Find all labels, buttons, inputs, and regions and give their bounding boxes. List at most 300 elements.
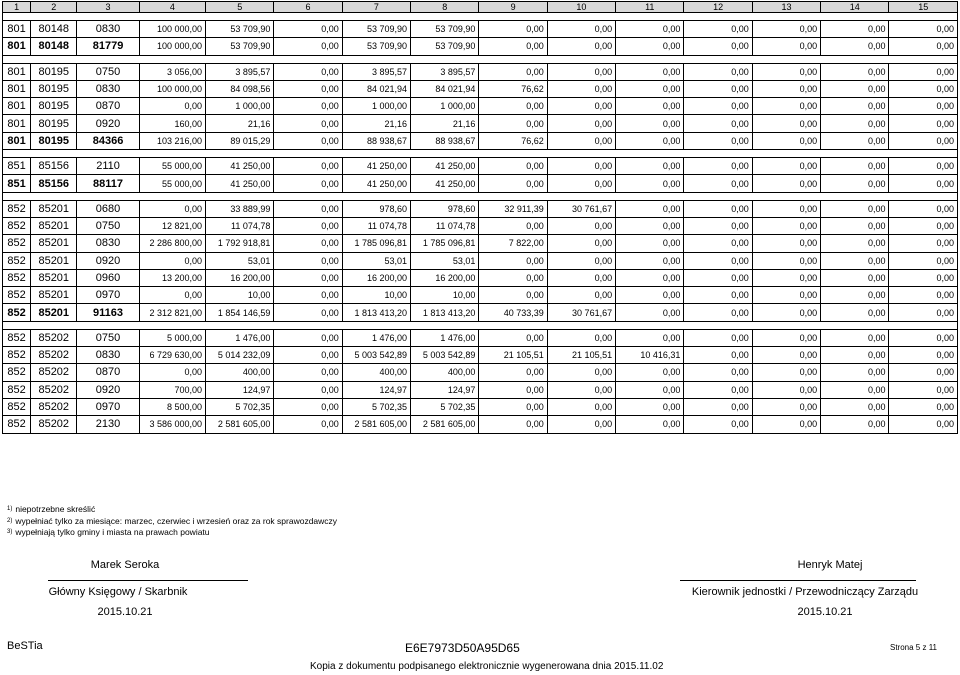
amount-cell: 400,00	[206, 364, 274, 381]
amount-cell: 0,00	[139, 287, 205, 304]
amount-cell: 1 000,00	[411, 98, 479, 115]
amount-cell: 0,00	[547, 217, 615, 234]
amount-cell: 0,00	[616, 38, 684, 55]
amount-cell: 0,00	[752, 347, 820, 364]
amount-cell: 30 761,67	[547, 304, 615, 321]
amount-cell: 55 000,00	[139, 175, 205, 192]
section-code: 852	[3, 364, 31, 381]
section-code: 852	[3, 269, 31, 286]
amount-cell: 0,00	[274, 175, 342, 192]
amount-cell: 53 709,90	[411, 38, 479, 55]
amount-cell: 0,00	[547, 364, 615, 381]
amount-cell: 0,00	[889, 80, 958, 97]
column-number: 9	[479, 2, 547, 13]
amount-cell: 0,00	[684, 329, 752, 346]
page-number: Strona 5 z 11	[890, 643, 937, 652]
amount-cell: 0,00	[479, 38, 547, 55]
right-signer-name: Henryk Matej	[797, 559, 863, 571]
amount-cell: 0,00	[752, 252, 820, 269]
amount-cell: 0,00	[274, 329, 342, 346]
amount-cell: 53,01	[206, 252, 274, 269]
amount-cell: 0,00	[616, 235, 684, 252]
amount-cell: 0,00	[547, 252, 615, 269]
amount-cell: 0,00	[547, 115, 615, 132]
amount-cell: 5 003 542,89	[342, 347, 410, 364]
amount-cell: 0,00	[889, 132, 958, 149]
amount-cell: 0,00	[616, 63, 684, 80]
amount-cell: 0,00	[274, 115, 342, 132]
paragraph-code: 81779	[77, 38, 139, 55]
amount-cell: 5 003 542,89	[411, 347, 479, 364]
amount-cell: 0,00	[547, 235, 615, 252]
amount-cell: 0,00	[684, 269, 752, 286]
amount-cell: 1 785 096,81	[411, 235, 479, 252]
amount-cell: 33 889,99	[206, 200, 274, 217]
section-code: 801	[3, 21, 31, 38]
column-number: 13	[752, 2, 820, 13]
amount-cell: 0,00	[547, 158, 615, 175]
amount-cell: 0,00	[274, 63, 342, 80]
amount-cell: 0,00	[889, 287, 958, 304]
amount-cell: 0,00	[547, 63, 615, 80]
chapter-code: 80148	[31, 21, 77, 38]
amount-cell: 53 709,90	[206, 38, 274, 55]
amount-cell: 0,00	[889, 175, 958, 192]
table-row	[3, 287, 958, 304]
amount-cell: 0,00	[821, 252, 889, 269]
subtotal-row	[3, 175, 958, 192]
right-signer-role: Kierownik jednostki / Przewodniczący Zarządu	[691, 586, 919, 598]
table-row	[3, 381, 958, 398]
paragraph-code: 84366	[77, 132, 139, 149]
amount-cell: 0,00	[752, 98, 820, 115]
amount-cell: 0,00	[616, 217, 684, 234]
chapter-code: 85202	[31, 381, 77, 398]
paragraph-code: 0830	[77, 80, 139, 97]
amount-cell: 978,60	[342, 200, 410, 217]
amount-cell: 1 476,00	[411, 329, 479, 346]
amount-cell: 0,00	[684, 175, 752, 192]
amount-cell: 0,00	[752, 329, 820, 346]
amount-cell: 0,00	[274, 269, 342, 286]
amount-cell: 0,00	[752, 200, 820, 217]
amount-cell: 0,00	[821, 416, 889, 433]
amount-cell: 1 476,00	[342, 329, 410, 346]
amount-cell: 0,00	[752, 416, 820, 433]
column-number: 12	[684, 2, 752, 13]
amount-cell: 0,00	[547, 269, 615, 286]
amount-cell: 88 938,67	[411, 132, 479, 149]
amount-cell: 0,00	[684, 132, 752, 149]
amount-cell: 0,00	[274, 98, 342, 115]
column-number: 10	[547, 2, 615, 13]
amount-cell: 0,00	[889, 364, 958, 381]
amount-cell: 160,00	[139, 115, 205, 132]
amount-cell: 0,00	[139, 364, 205, 381]
chapter-code: 85202	[31, 416, 77, 433]
amount-cell: 0,00	[821, 347, 889, 364]
amount-cell: 3 586 000,00	[139, 416, 205, 433]
amount-cell: 0,00	[684, 38, 752, 55]
amount-cell: 1 813 413,20	[342, 304, 410, 321]
chapter-code: 85202	[31, 398, 77, 415]
chapter-code: 85202	[31, 347, 77, 364]
amount-cell: 3 895,57	[411, 63, 479, 80]
amount-cell: 0,00	[479, 329, 547, 346]
amount-cell: 53 709,90	[342, 21, 410, 38]
table-row	[3, 398, 958, 415]
amount-cell: 3 895,57	[342, 63, 410, 80]
column-number: 6	[274, 2, 342, 13]
amount-cell: 53 709,90	[206, 21, 274, 38]
chapter-code: 85202	[31, 329, 77, 346]
amount-cell: 11 074,78	[342, 217, 410, 234]
amount-cell: 0,00	[274, 398, 342, 415]
chapter-code: 80195	[31, 63, 77, 80]
left-signature-line	[48, 580, 248, 581]
amount-cell: 0,00	[684, 416, 752, 433]
amount-cell: 0,00	[889, 416, 958, 433]
amount-cell: 0,00	[889, 21, 958, 38]
amount-cell: 10,00	[342, 287, 410, 304]
paragraph-code: 0920	[77, 381, 139, 398]
amount-cell: 0,00	[616, 252, 684, 269]
group-separator	[3, 55, 958, 63]
amount-cell: 0,00	[684, 364, 752, 381]
amount-cell: 0,00	[752, 175, 820, 192]
amount-cell: 0,00	[821, 38, 889, 55]
amount-cell: 0,00	[821, 304, 889, 321]
table-row	[3, 416, 958, 433]
paragraph-code: 0750	[77, 217, 139, 234]
section-code: 801	[3, 132, 31, 149]
amount-cell: 0,00	[889, 235, 958, 252]
amount-cell: 0,00	[889, 158, 958, 175]
chapter-code: 85201	[31, 287, 77, 304]
amount-cell: 0,00	[889, 63, 958, 80]
amount-cell: 0,00	[752, 80, 820, 97]
amount-cell: 0,00	[616, 200, 684, 217]
amount-cell: 0,00	[889, 347, 958, 364]
table-row	[3, 63, 958, 80]
amount-cell: 0,00	[889, 398, 958, 415]
chapter-code: 85201	[31, 252, 77, 269]
report-table	[2, 1, 958, 434]
amount-cell: 0,00	[479, 217, 547, 234]
amount-cell: 11 074,78	[411, 217, 479, 234]
amount-cell: 0,00	[616, 132, 684, 149]
amount-cell: 0,00	[616, 158, 684, 175]
group-separator	[3, 192, 958, 200]
amount-cell: 0,00	[821, 364, 889, 381]
section-code: 852	[3, 252, 31, 269]
amount-cell: 0,00	[274, 347, 342, 364]
amount-cell: 0,00	[821, 21, 889, 38]
amount-cell: 41 250,00	[206, 175, 274, 192]
amount-cell: 0,00	[547, 175, 615, 192]
column-number: 7	[342, 2, 410, 13]
amount-cell: 21,16	[206, 115, 274, 132]
amount-cell: 53,01	[342, 252, 410, 269]
amount-cell: 0,00	[479, 21, 547, 38]
section-code: 852	[3, 381, 31, 398]
amount-cell: 0,00	[274, 252, 342, 269]
subtotal-row	[3, 304, 958, 321]
amount-cell: 5 702,35	[206, 398, 274, 415]
amount-cell: 0,00	[479, 115, 547, 132]
amount-cell: 0,00	[274, 217, 342, 234]
amount-cell: 21 105,51	[479, 347, 547, 364]
paragraph-code: 2110	[77, 158, 139, 175]
amount-cell: 0,00	[684, 98, 752, 115]
amount-cell: 2 286 800,00	[139, 235, 205, 252]
amount-cell: 0,00	[274, 235, 342, 252]
amount-cell: 53,01	[411, 252, 479, 269]
amount-cell: 5 000,00	[139, 329, 205, 346]
section-code: 801	[3, 80, 31, 97]
amount-cell: 0,00	[274, 21, 342, 38]
amount-cell: 0,00	[821, 175, 889, 192]
paragraph-code: 0830	[77, 21, 139, 38]
table-row	[3, 269, 958, 286]
amount-cell: 0,00	[752, 304, 820, 321]
paragraph-code: 0970	[77, 398, 139, 415]
section-code: 851	[3, 158, 31, 175]
paragraph-code: 0680	[77, 200, 139, 217]
subtotal-row	[3, 38, 958, 55]
amount-cell: 0,00	[274, 381, 342, 398]
amount-cell: 6 729 630,00	[139, 347, 205, 364]
amount-cell: 0,00	[274, 38, 342, 55]
amount-cell: 0,00	[479, 364, 547, 381]
amount-cell: 5 014 232,09	[206, 347, 274, 364]
amount-cell: 0,00	[684, 80, 752, 97]
amount-cell: 0,00	[547, 38, 615, 55]
amount-cell: 0,00	[821, 217, 889, 234]
amount-cell: 5 702,35	[411, 398, 479, 415]
footnote: $^{2)}$ wypełniać tylko za miesiące: marzec, czerwiec i wrzesień oraz za rok sprawozdawczy	[7, 516, 338, 526]
group-separator	[3, 321, 958, 329]
amount-cell: 0,00	[547, 398, 615, 415]
amount-cell: 0,00	[479, 63, 547, 80]
section-code: 852	[3, 304, 31, 321]
amount-cell: 0,00	[752, 132, 820, 149]
footnote: $^{3)}$ wypełniają tylko gminy i miasta na prawach powiatu	[7, 527, 210, 537]
amount-cell: 0,00	[274, 200, 342, 217]
amount-cell: 0,00	[752, 381, 820, 398]
amount-cell: 0,00	[479, 381, 547, 398]
separator-cell	[3, 150, 958, 158]
paragraph-code: 0830	[77, 235, 139, 252]
amount-cell: 0,00	[547, 381, 615, 398]
chapter-code: 80195	[31, 80, 77, 97]
amount-cell: 10,00	[411, 287, 479, 304]
amount-cell: 5 702,35	[342, 398, 410, 415]
amount-cell: 0,00	[547, 98, 615, 115]
amount-cell: 0,00	[616, 287, 684, 304]
amount-cell: 2 581 605,00	[342, 416, 410, 433]
document-code: E6E7973D50A95D65	[405, 641, 520, 655]
amount-cell: 88 938,67	[342, 132, 410, 149]
section-code: 801	[3, 63, 31, 80]
amount-cell: 0,00	[616, 269, 684, 286]
amount-cell: 1 792 918,81	[206, 235, 274, 252]
amount-cell: 41 250,00	[342, 158, 410, 175]
table-row	[3, 200, 958, 217]
amount-cell: 40 733,39	[479, 304, 547, 321]
amount-cell: 0,00	[616, 80, 684, 97]
left-signer-role: Główny Księgowy / Skarbnik	[48, 586, 188, 598]
amount-cell: 10 416,31	[616, 347, 684, 364]
amount-cell: 978,60	[411, 200, 479, 217]
left-signer-name: Marek Seroka	[90, 559, 160, 571]
table-row	[3, 235, 958, 252]
table-row	[3, 21, 958, 38]
amount-cell: 1 000,00	[342, 98, 410, 115]
amount-cell: 0,00	[547, 416, 615, 433]
table-row	[3, 115, 958, 132]
amount-cell: 0,00	[684, 235, 752, 252]
paragraph-code: 0830	[77, 347, 139, 364]
amount-cell: 0,00	[752, 38, 820, 55]
amount-cell: 2 312 821,00	[139, 304, 205, 321]
chapter-code: 85156	[31, 158, 77, 175]
amount-cell: 0,00	[479, 416, 547, 433]
amount-cell: 89 015,29	[206, 132, 274, 149]
amount-cell: 0,00	[616, 21, 684, 38]
amount-cell: 0,00	[274, 158, 342, 175]
amount-cell: 76,62	[479, 80, 547, 97]
amount-cell: 0,00	[889, 98, 958, 115]
section-code: 852	[3, 235, 31, 252]
amount-cell: 0,00	[139, 200, 205, 217]
section-code: 801	[3, 98, 31, 115]
amount-cell: 0,00	[821, 381, 889, 398]
amount-cell: 0,00	[616, 381, 684, 398]
amount-cell: 0,00	[684, 304, 752, 321]
table-row	[3, 252, 958, 269]
amount-cell: 41 250,00	[411, 158, 479, 175]
amount-cell: 0,00	[684, 200, 752, 217]
amount-cell: 0,00	[752, 158, 820, 175]
chapter-code: 85201	[31, 269, 77, 286]
amount-cell: 0,00	[752, 21, 820, 38]
column-number: 11	[616, 2, 684, 13]
table-row	[3, 158, 958, 175]
amount-cell: 3 895,57	[206, 63, 274, 80]
amount-cell: 0,00	[479, 252, 547, 269]
amount-cell: 0,00	[752, 115, 820, 132]
chapter-code: 85201	[31, 235, 77, 252]
section-code: 801	[3, 115, 31, 132]
amount-cell: 0,00	[479, 398, 547, 415]
amount-cell: 12 821,00	[139, 217, 205, 234]
table-row	[3, 347, 958, 364]
paragraph-code: 88117	[77, 175, 139, 192]
amount-cell: 41 250,00	[206, 158, 274, 175]
column-number: 14	[821, 2, 889, 13]
paragraph-code: 0870	[77, 364, 139, 381]
amount-cell: 0,00	[752, 269, 820, 286]
amount-cell: 0,00	[274, 287, 342, 304]
group-separator	[3, 150, 958, 158]
amount-cell: 10,00	[206, 287, 274, 304]
amount-cell: 124,97	[206, 381, 274, 398]
amount-cell: 0,00	[821, 98, 889, 115]
amount-cell: 0,00	[752, 235, 820, 252]
amount-cell: 0,00	[616, 416, 684, 433]
section-code: 852	[3, 416, 31, 433]
amount-cell: 1 854 146,59	[206, 304, 274, 321]
separator-cell	[3, 13, 958, 21]
amount-cell: 0,00	[684, 63, 752, 80]
separator-cell	[3, 321, 958, 329]
paragraph-code: 0920	[77, 115, 139, 132]
amount-cell: 0,00	[889, 329, 958, 346]
chapter-code: 85202	[31, 364, 77, 381]
amount-cell: 3 056,00	[139, 63, 205, 80]
amount-cell: 100 000,00	[139, 80, 205, 97]
amount-cell: 0,00	[889, 252, 958, 269]
column-number: 1	[3, 2, 31, 13]
chapter-code: 80148	[31, 38, 77, 55]
amount-cell: 0,00	[821, 158, 889, 175]
amount-cell: 11 074,78	[206, 217, 274, 234]
amount-cell: 0,00	[821, 235, 889, 252]
amount-cell: 0,00	[274, 364, 342, 381]
amount-cell: 0,00	[684, 398, 752, 415]
section-code: 852	[3, 200, 31, 217]
system-name: BeSTia	[7, 640, 43, 652]
amount-cell: 0,00	[616, 329, 684, 346]
amount-cell: 0,00	[684, 287, 752, 304]
chapter-code: 85156	[31, 175, 77, 192]
amount-cell: 0,00	[752, 217, 820, 234]
amount-cell: 7 822,00	[479, 235, 547, 252]
amount-cell: 2 581 605,00	[411, 416, 479, 433]
amount-cell: 0,00	[616, 398, 684, 415]
section-code: 852	[3, 287, 31, 304]
amount-cell: 0,00	[547, 80, 615, 97]
amount-cell: 1 813 413,20	[411, 304, 479, 321]
amount-cell: 100 000,00	[139, 38, 205, 55]
amount-cell: 21,16	[411, 115, 479, 132]
paragraph-code: 91163	[77, 304, 139, 321]
chapter-code: 80195	[31, 132, 77, 149]
amount-cell: 21,16	[342, 115, 410, 132]
amount-cell: 16 200,00	[206, 269, 274, 286]
chapter-code: 80195	[31, 98, 77, 115]
amount-cell: 21 105,51	[547, 347, 615, 364]
amount-cell: 76,62	[479, 132, 547, 149]
amount-cell: 2 581 605,00	[206, 416, 274, 433]
paragraph-code: 0920	[77, 252, 139, 269]
amount-cell: 0,00	[821, 115, 889, 132]
amount-cell: 0,00	[547, 132, 615, 149]
amount-cell: 0,00	[821, 329, 889, 346]
amount-cell: 0,00	[479, 158, 547, 175]
amount-cell: 0,00	[616, 364, 684, 381]
amount-cell: 0,00	[684, 115, 752, 132]
amount-cell: 1 476,00	[206, 329, 274, 346]
paragraph-code: 0870	[77, 98, 139, 115]
table-row	[3, 80, 958, 97]
amount-cell: 0,00	[752, 287, 820, 304]
amount-cell: 0,00	[821, 398, 889, 415]
amount-cell: 0,00	[479, 98, 547, 115]
paragraph-code: 0750	[77, 63, 139, 80]
amount-cell: 0,00	[752, 398, 820, 415]
